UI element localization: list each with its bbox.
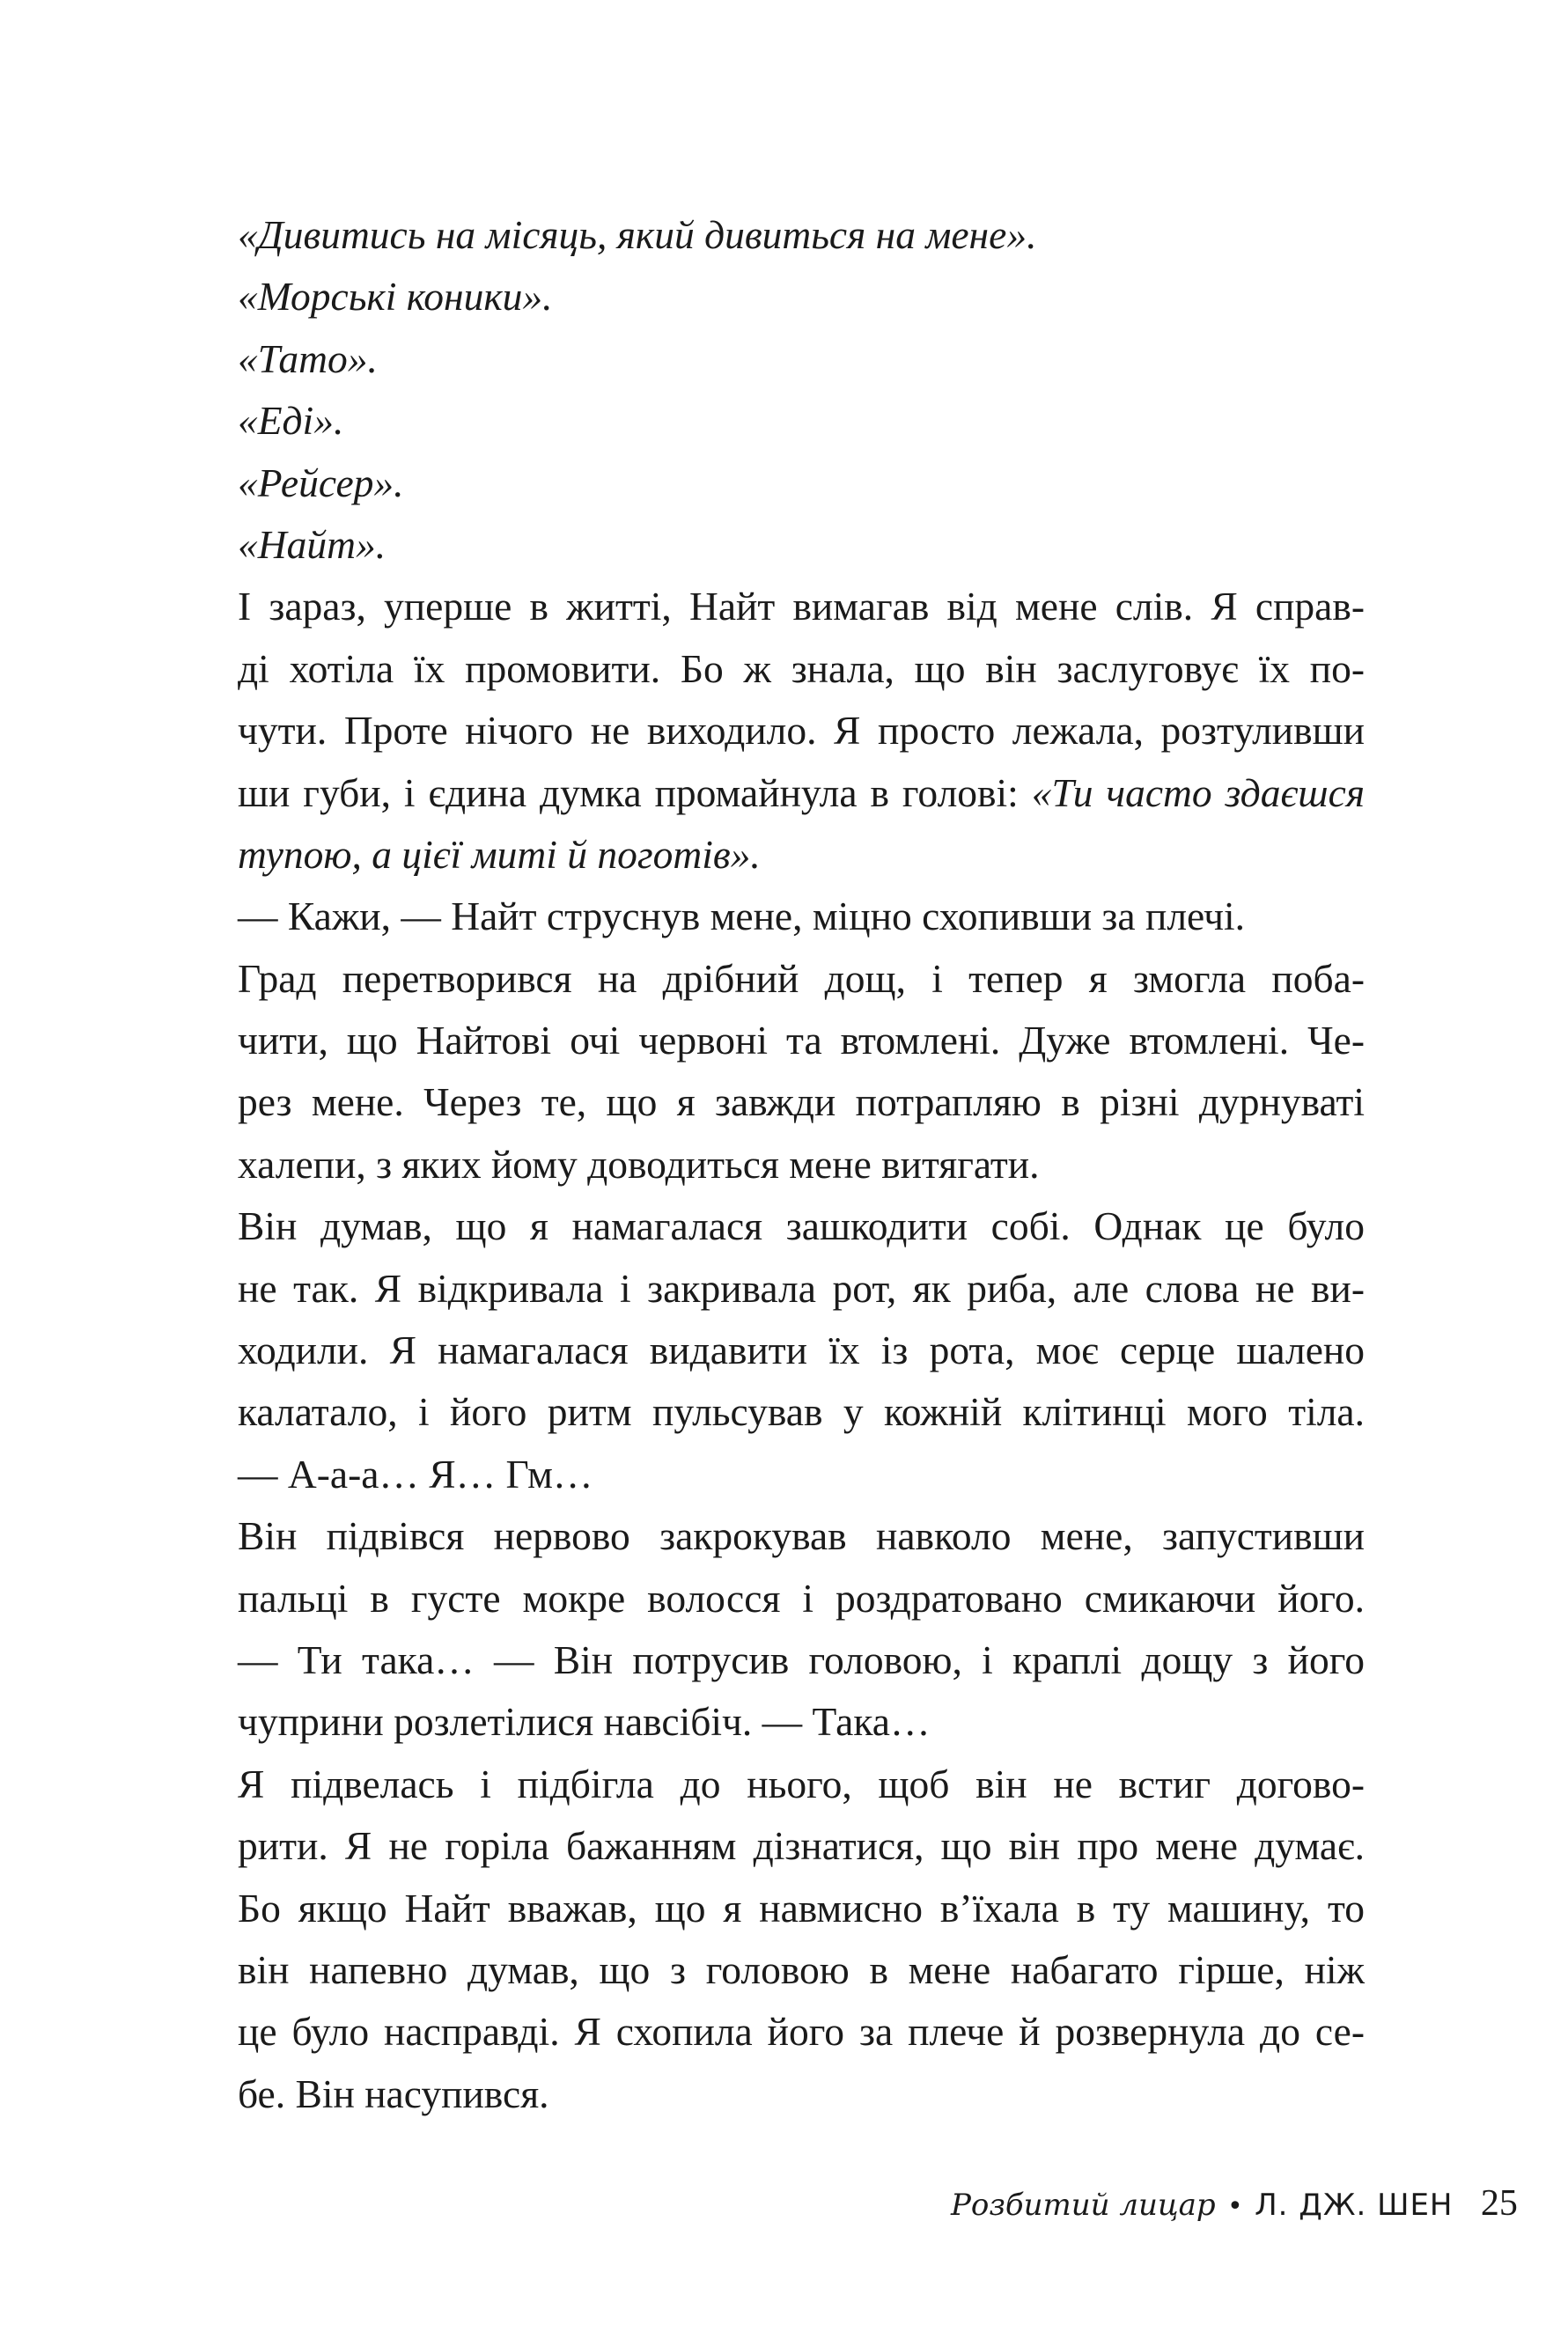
italic-text: «Еді». xyxy=(238,398,344,444)
text-line xyxy=(238,1071,1365,1133)
text-line xyxy=(238,1629,1365,1691)
italic-text: «Ти часто здаєшся xyxy=(1031,769,1365,815)
text-line xyxy=(238,700,1365,761)
running-title: Розбитий лицар xyxy=(951,2188,1216,2223)
text-line xyxy=(238,1691,1365,1753)
text-line xyxy=(238,948,1365,1010)
body-text: він напевно думав, що з головою в мене набагато гірше, ніж xyxy=(238,1946,1365,1992)
body-text: ходили. Я намагалася видавити їх із рота, моє серце шалено xyxy=(238,1328,1365,1373)
body-text: це було насправді. Я схопила його за плече й розвернула до се- xyxy=(238,2009,1365,2055)
text-line xyxy=(238,2063,1365,2125)
body-text: Він підвівся нервово закрокував навколо мене, запустивши xyxy=(238,1513,1365,1559)
text-line xyxy=(238,1754,1365,1815)
text-line xyxy=(238,576,1365,637)
body-text: рити. Я не горіла бажанням дізнатися, що він про мене думає. xyxy=(238,1823,1365,1869)
body-text: Він думав, що я намагалася зашкодити собі. Однак це було xyxy=(238,1203,1365,1249)
body-text: чути. Проте нічого не виходило. Я просто лежала, розтуливши xyxy=(238,708,1365,754)
text-line xyxy=(238,1815,1365,1877)
body-text: бе. Він насупився. xyxy=(238,2071,549,2116)
italic-text: тупою, а цієї миті й поготів». xyxy=(238,831,761,877)
text-line xyxy=(238,1939,1365,2001)
italic-text: «Тато». xyxy=(238,335,378,381)
text-line xyxy=(238,328,1365,390)
text-line xyxy=(238,514,1365,576)
body-text: ді хотіла їх промовити. Бо ж знала, що він заслуговує їх по- xyxy=(238,645,1365,691)
text-line xyxy=(238,762,1365,824)
italic-text: «Морські коники». xyxy=(238,274,553,320)
footer-separator: • xyxy=(1227,2191,1243,2222)
body-text: Я підвелась і підбігла до нього, щоб він не встиг догово- xyxy=(238,1761,1365,1806)
text-line xyxy=(238,452,1365,514)
text-line xyxy=(238,1258,1365,1320)
body-text: — А-а-а… Я… Гм… xyxy=(238,1451,593,1497)
body-text: халепи, з яких йому доводиться мене витягати. xyxy=(238,1141,1040,1187)
text-line xyxy=(238,1381,1365,1443)
text-line xyxy=(238,390,1365,452)
body-text: Бо якщо Найт вважав, що я навмисно в’їхала в ту машину, то xyxy=(238,1885,1365,1931)
text-line xyxy=(238,1195,1365,1257)
page-footer xyxy=(951,2176,1518,2233)
body-text: Град перетворився на дрібний дощ, і тепер я змогла поба- xyxy=(238,955,1365,1001)
body-text: пальці в густе мокре волосся і роздратовано смикаючи його. xyxy=(238,1575,1365,1621)
italic-text: «Найт». xyxy=(238,521,386,567)
text-line xyxy=(238,1134,1365,1195)
text-line xyxy=(238,824,1365,886)
text-line xyxy=(238,638,1365,700)
page-body xyxy=(238,204,1365,2125)
text-line xyxy=(238,2001,1365,2063)
text-line xyxy=(238,1320,1365,1381)
body-text: І зараз, уперше в житті, Найт вимагав від мене слів. Я справ- xyxy=(238,584,1365,629)
body-text: чити, що Найтові очі червоні та втомлені. Дуже втомлені. Че- xyxy=(238,1018,1365,1063)
running-author: Л. ДЖ. ШЕН xyxy=(1255,2188,1454,2223)
body-text: — Ти така… — Він потрусив головою, і краплі дощу з його xyxy=(238,1637,1365,1682)
body-text: ши губи, і єдина думка промайнула в голові: xyxy=(238,769,1032,815)
text-line xyxy=(238,1568,1365,1629)
text-line xyxy=(238,1444,1365,1505)
body-text: калатало, і його ритм пульсував у кожній клітинці мого тіла. xyxy=(238,1389,1365,1435)
text-line xyxy=(238,1878,1365,1939)
text-line xyxy=(238,886,1365,947)
body-text: чуприни розлетілися навсібіч. — Така… xyxy=(238,1699,931,1745)
body-text: не так. Я відкривала і закривала рот, як риба, але слова не ви- xyxy=(238,1265,1365,1311)
body-text: — Кажи, — Найт струснув мене, міцно схопивши за плечі. xyxy=(238,894,1245,939)
italic-text: «Рейсер». xyxy=(238,460,404,505)
text-line xyxy=(238,204,1365,266)
text-line xyxy=(238,266,1365,327)
text-line xyxy=(238,1505,1365,1567)
page-number: 25 xyxy=(1480,2183,1518,2224)
text-line xyxy=(238,1010,1365,1071)
italic-text: «Дивитись на місяць, який дивиться на мене». xyxy=(238,212,1037,257)
body-text: рез мене. Через те, що я завжди потрапляю в різні дурнуваті xyxy=(238,1079,1365,1125)
